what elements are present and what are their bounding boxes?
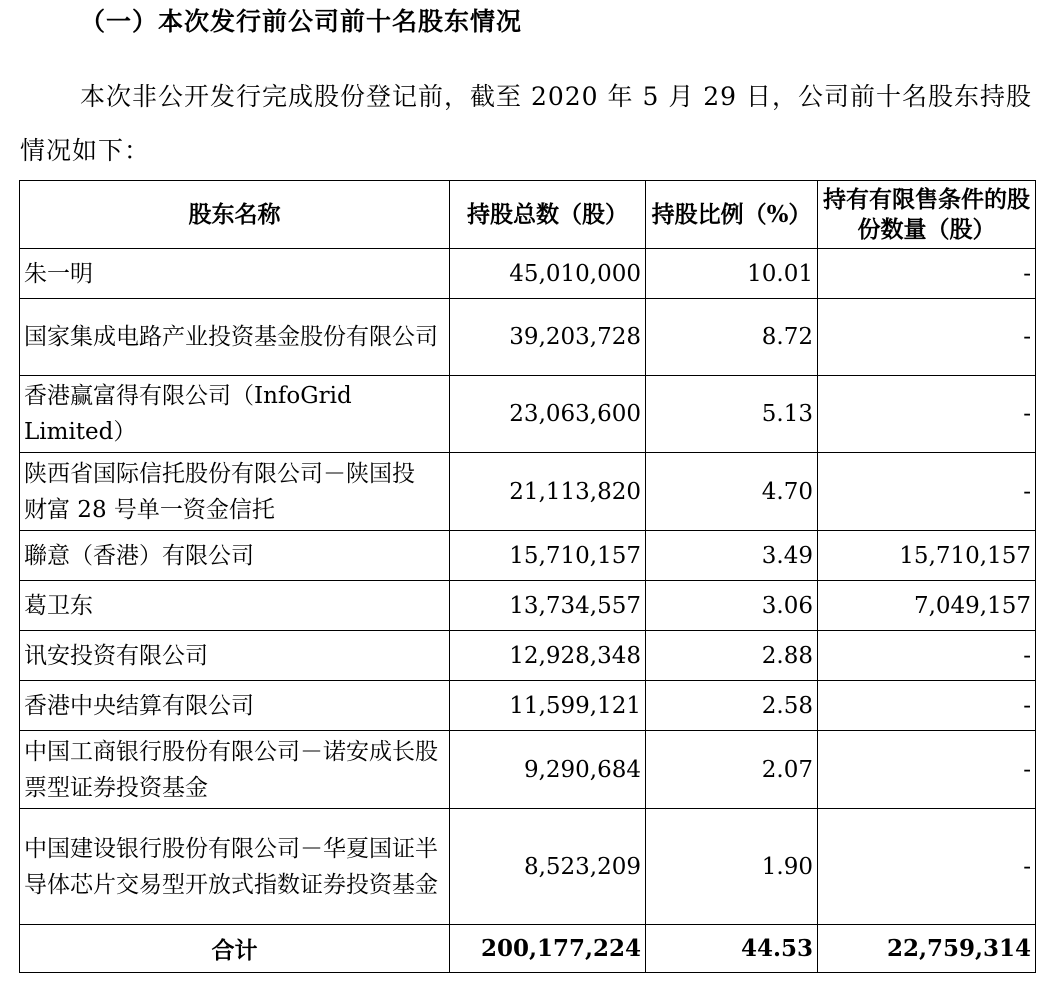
restricted-shares: -: [818, 299, 1036, 376]
share-count: 8,523,209: [450, 809, 646, 925]
share-count: 9,290,684: [450, 731, 646, 809]
total-shares: 200,177,224: [450, 925, 646, 973]
total-pct: 44.53: [646, 925, 818, 973]
share-pct: 5.13: [646, 376, 818, 453]
shareholder-name: 香港中央结算有限公司: [20, 681, 450, 731]
share-pct: 3.49: [646, 531, 818, 581]
table-row: [20, 249, 1036, 299]
table-row: [20, 631, 1036, 681]
share-pct: 4.70: [646, 453, 818, 531]
restricted-shares: -: [818, 631, 1036, 681]
table-row: [20, 376, 1036, 453]
restricted-shares: -: [818, 731, 1036, 809]
intro-paragraph: [20, 70, 1040, 178]
restricted-shares: -: [818, 681, 1036, 731]
share-pct: 3.06: [646, 581, 818, 631]
share-count: 23,063,600: [450, 376, 646, 453]
shareholder-name: 聯意（香港）有限公司: [20, 531, 450, 581]
restricted-shares: -: [818, 376, 1036, 453]
total-row: [20, 925, 1036, 973]
share-count: 15,710,157: [450, 531, 646, 581]
share-pct: 2.58: [646, 681, 818, 731]
share-count: 39,203,728: [450, 299, 646, 376]
shareholder-name: 国家集成电路产业投资基金股份有限公司: [20, 299, 450, 376]
share-count: 21,113,820: [450, 453, 646, 531]
share-pct: 1.90: [646, 809, 818, 925]
share-pct: 2.88: [646, 631, 818, 681]
share-count: 45,010,000: [450, 249, 646, 299]
total-restricted: 22,759,314: [818, 925, 1036, 973]
shareholder-name: 葛卫东: [20, 581, 450, 631]
table-row: [20, 581, 1036, 631]
header-pct: 持股比例（%）: [646, 181, 818, 249]
header-name: 股东名称: [20, 181, 450, 249]
shareholder-name: 中国建设银行股份有限公司－华夏国证半导体芯片交易型开放式指数证券投资基金: [20, 809, 450, 925]
intro-text: 本次非公开发行完成股份登记前，截至 2020 年 5 月 29 日，公司前十名股东持股情况如下：: [20, 82, 1033, 165]
shareholder-name: 香港赢富得有限公司（InfoGrid Limited）: [20, 376, 450, 453]
restricted-shares: -: [818, 453, 1036, 531]
restricted-shares: -: [818, 249, 1036, 299]
shareholder-table: [19, 180, 1036, 973]
share-pct: 8.72: [646, 299, 818, 376]
restricted-shares: 15,710,157: [818, 531, 1036, 581]
share-pct: 10.01: [646, 249, 818, 299]
share-count: 12,928,348: [450, 631, 646, 681]
table-row: [20, 453, 1036, 531]
restricted-shares: -: [818, 809, 1036, 925]
table-row: [20, 531, 1036, 581]
table-row: [20, 681, 1036, 731]
share-pct: 2.07: [646, 731, 818, 809]
share-count: 11,599,121: [450, 681, 646, 731]
total-label: 合计: [20, 925, 450, 973]
header-shares: 持股总数（股）: [450, 181, 646, 249]
table-row: [20, 299, 1036, 376]
shareholder-name: 陕西省国际信托股份有限公司－陕国投 财富 28 号单一资金信托: [20, 453, 450, 531]
table-row: [20, 809, 1036, 925]
restricted-shares: 7,049,157: [818, 581, 1036, 631]
share-count: 13,734,557: [450, 581, 646, 631]
shareholder-name: 朱一明: [20, 249, 450, 299]
shareholder-name: 讯安投资有限公司: [20, 631, 450, 681]
section-heading: （一）本次发行前公司前十名股东情况: [80, 7, 523, 36]
shareholder-name: 中国工商银行股份有限公司－诺安成长股票型证券投资基金: [20, 731, 450, 809]
header-restricted: 持有有限售条件的股份数量（股）: [818, 181, 1036, 249]
table-row: [20, 731, 1036, 809]
table-header-row: [20, 181, 1036, 249]
